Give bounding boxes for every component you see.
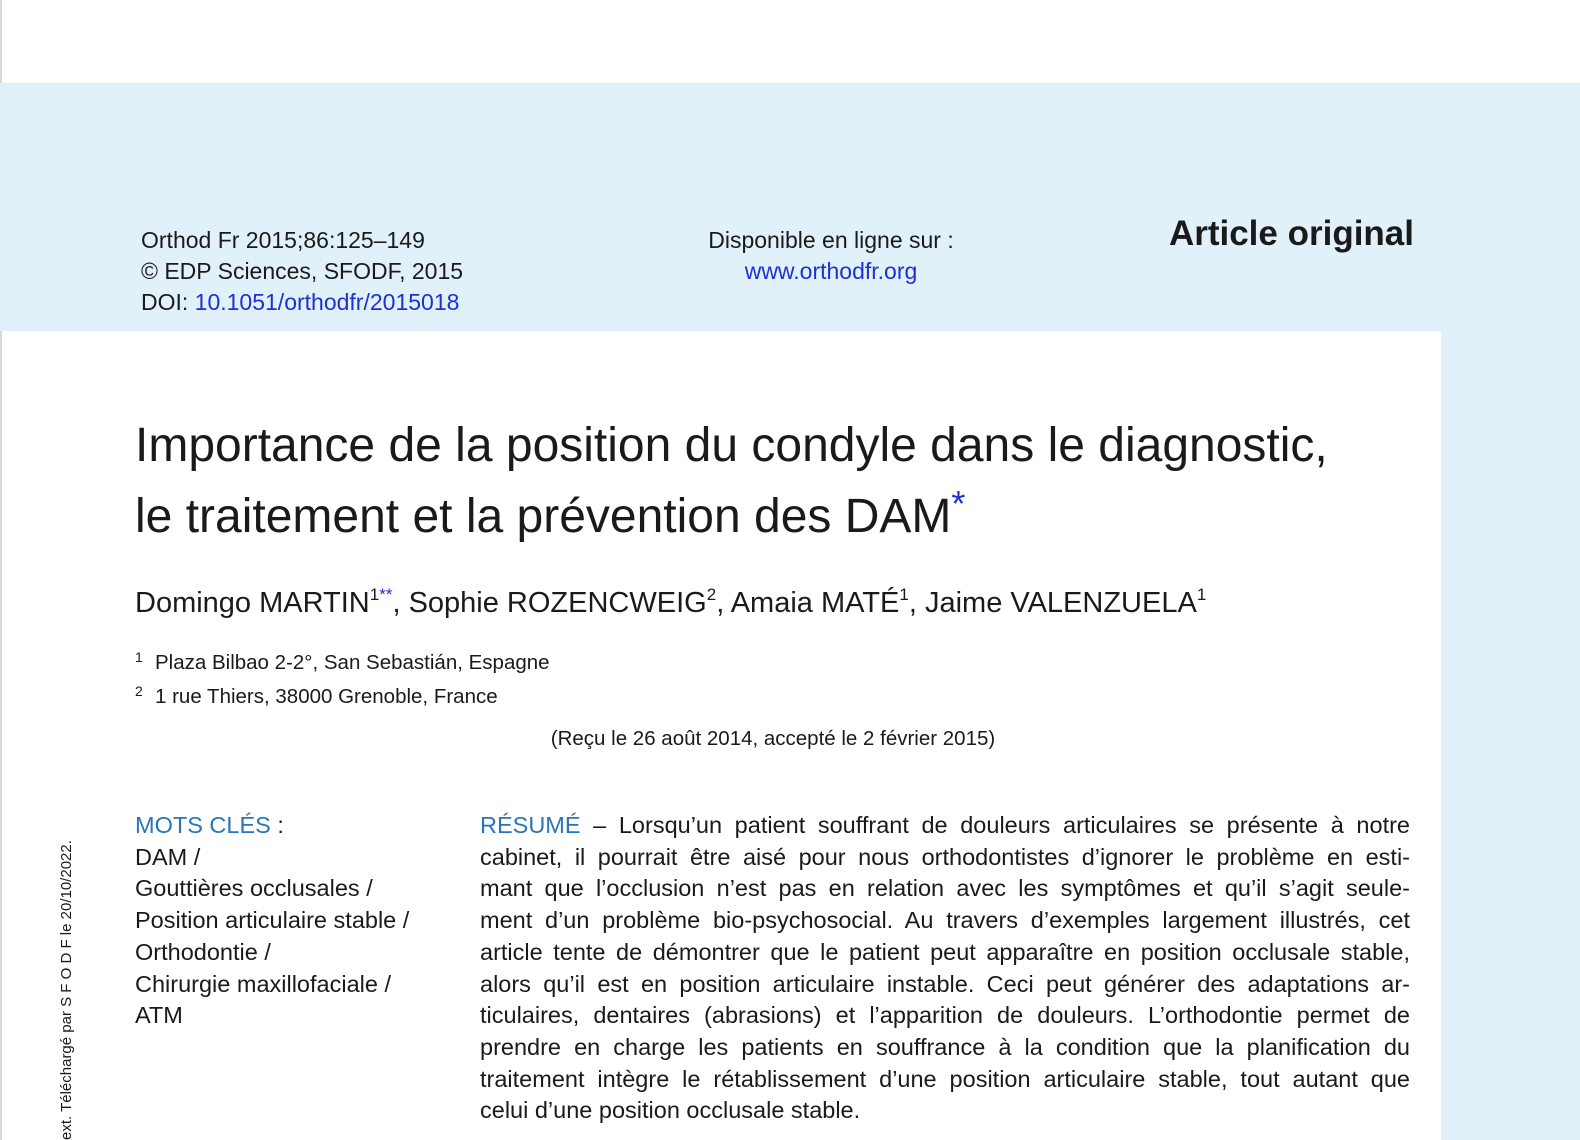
right-margin-band <box>1441 331 1580 1140</box>
online-label: Disponible en ligne sur : <box>708 227 954 253</box>
abstract-line <box>480 810 1410 842</box>
abstract-first-line-text: – Lorsqu’un patient souffrant de douleurs articulaires se présente à notre <box>580 812 1410 838</box>
keywords-heading <box>135 810 455 842</box>
affiliation-row <box>135 643 550 677</box>
doi-label: DOI: <box>141 289 195 315</box>
title-footnote-marker[interactable]: * <box>951 483 966 524</box>
title-line-2-text: le traitement et la prévention des DAM <box>135 490 952 543</box>
article-type-label: Article original <box>1168 214 1414 253</box>
affiliation-number: 2 <box>135 683 143 699</box>
affiliations <box>135 643 550 711</box>
abstract-label: RÉSUMÉ <box>480 812 581 838</box>
journal-citation: Orthod Fr 2015;86:125–149 <box>141 227 425 253</box>
abstract-line: traitement intègre le rétablissement d’une position articulaire stable, tout autant que <box>480 1065 1410 1092</box>
abstract-line: prendre en charge les patients en souffrance à la condition que la planification du <box>480 1033 1410 1060</box>
keyword-item: DAM / <box>135 843 201 870</box>
author-affiliation-marker: 1 <box>899 585 909 604</box>
keyword-item: Position articulaire stable / <box>135 907 410 934</box>
online-availability <box>696 225 966 287</box>
abstract-line: mant que l’occlusion n’est pas en relation avec les symptômes et qu’il s’agit seule- <box>480 875 1410 902</box>
abstract-line: celui d’une position occlusale stable. <box>480 1097 861 1124</box>
journal-website-link[interactable]: www.orthodfr.org <box>744 258 918 284</box>
article-title <box>135 417 1425 546</box>
doi-link[interactable]: 10.1051/orthodfr/2015018 <box>194 289 460 315</box>
affiliation-text: 1 rue Thiers, 38000 Grenoble, France <box>155 685 498 708</box>
download-watermark-note: ext. Téléchargé par S F O D F le 20/10/2022. <box>58 840 75 1140</box>
keyword-item: Chirurgie maxillofaciale / <box>135 970 391 997</box>
abstract-line: cabinet, il pourrait être aisé pour nous orthodontistes d’ignorer le problème en esti- <box>480 843 1410 870</box>
journal-info <box>141 225 463 318</box>
author-name: Amaia MATÉ <box>730 587 900 619</box>
abstract-line: ticulaires, dentaires (abrasions) et l’apparition de douleurs. L’orthodontie permet de <box>480 1002 1410 1029</box>
corresponding-author-marker[interactable]: ** <box>379 585 393 604</box>
affiliation-number: 1 <box>135 649 143 665</box>
abstract-line: article tente de démontrer que le patient peut apparaître en position occlusale stable, <box>480 938 1410 965</box>
author-affiliation-marker: 1 <box>369 585 380 604</box>
keywords-separator: : <box>270 812 284 838</box>
keywords-block <box>135 810 455 1032</box>
author-name: Sophie ROZENCWEIG <box>408 587 707 619</box>
keywords-label: MOTS CLÉS <box>135 812 271 838</box>
title-line-1: Importance de la position du condyle dans le diagnostic, <box>135 419 1328 472</box>
keyword-item: Orthodontie / <box>135 938 271 965</box>
title-line-2 <box>135 475 1425 546</box>
journal-doi <box>141 287 463 318</box>
author-affiliation-marker: 2 <box>706 585 717 604</box>
abstract-line: ment d’un problème bio-psychosocial. Au travers d’exemples largement illustrés, cet <box>480 907 1410 934</box>
affiliation-row <box>135 677 550 711</box>
author-name: Jaime VALENZUELA <box>924 587 1197 619</box>
keyword-item: Gouttières occlusales / <box>135 875 373 902</box>
received-accepted-dates: (Reçu le 26 août 2014, accepté le 2 février 2015) <box>550 727 996 750</box>
journal-copyright: © EDP Sciences, SFODF, 2015 <box>141 258 464 284</box>
keyword-item: ATM <box>135 1002 183 1029</box>
author-list: Domingo $MARTIN^{1**}$, Sophie ROZENCWEIG$^2$, Amaia MATÉ$^1$, Jaime VALENZUELA$^1$ <box>135 585 1207 619</box>
affiliation-text: Plaza Bilbao 2-2°, San Sebastián, Espagne <box>155 651 550 674</box>
author-name: Domingo MARTIN <box>135 587 370 619</box>
abstract-block <box>480 810 1410 1127</box>
abstract-line: alors qu’il est en position articulaire instable. Ceci peut générer des adaptations ar- <box>480 970 1410 997</box>
author-affiliation-marker: 1 <box>1196 585 1207 604</box>
